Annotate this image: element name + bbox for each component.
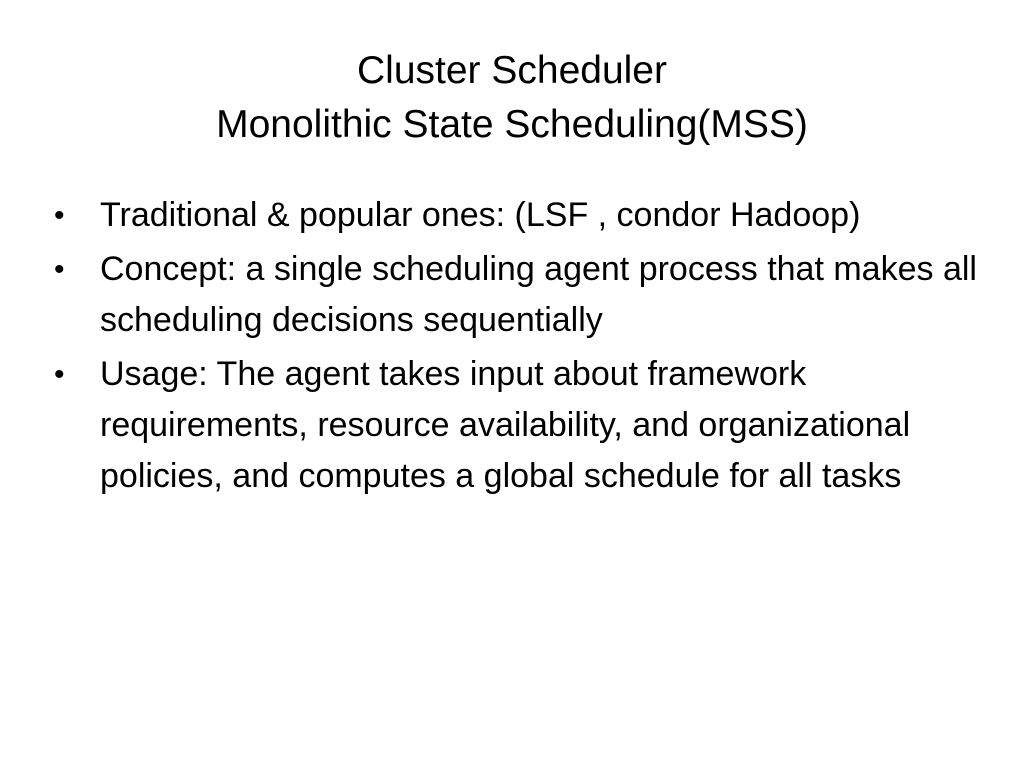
bullet-item [52, 349, 982, 502]
bullet-text: Concept: a single scheduling agent process that makes all scheduling decisions sequentially [100, 250, 977, 339]
bullet-item [52, 190, 982, 241]
bullet-text: Traditional & popular ones: (LSF , condor Hadoop) [100, 196, 861, 234]
bullet-dot-icon: • [54, 199, 65, 232]
bullet-text: Usage: The agent takes input about framework requirements, resource availability, and organizational policies, and computes a global schedule for all tasks [100, 355, 911, 495]
slide-title [0, 44, 1024, 152]
bullet-item [52, 244, 982, 346]
bullet-dot-icon: • [54, 358, 65, 391]
title-line-1: Cluster Scheduler [357, 49, 667, 92]
title-line-2: Monolithic State Scheduling(MSS) [216, 103, 808, 146]
bullet-list [52, 190, 982, 505]
bullet-dot-icon: • [54, 253, 65, 286]
